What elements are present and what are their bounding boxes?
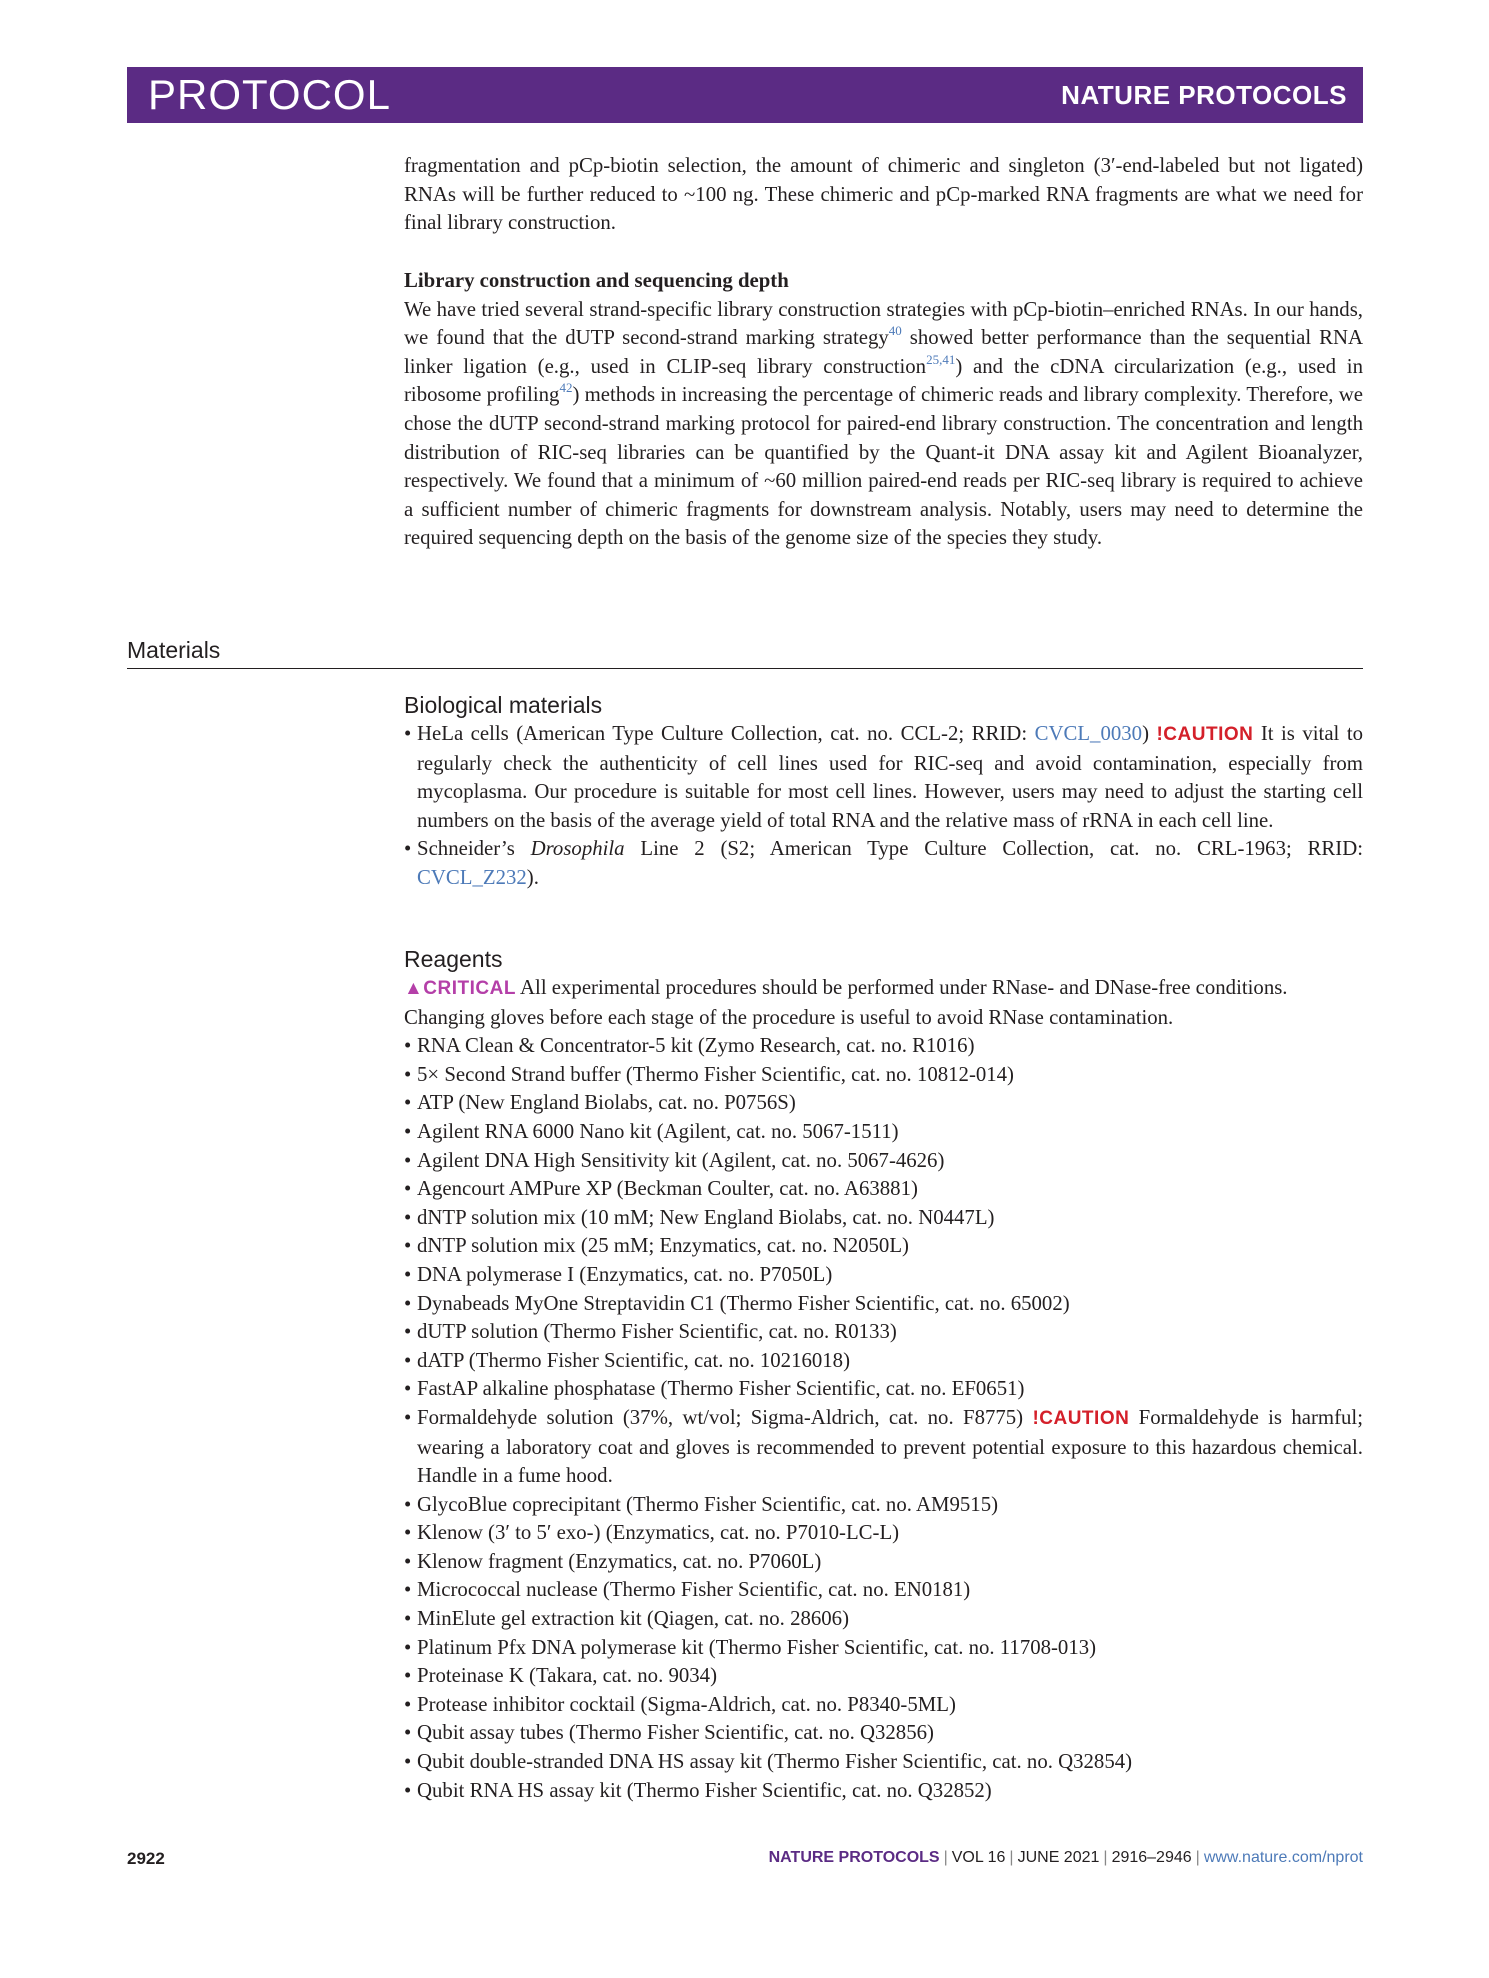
intro-paragraph: fragmentation and pCp-biotin selection, the amount of chimeric and singleton (3′-end-labeled but not ligated) RNAs will be further reduced to ~100 ng. These chimeric and pCp-marked RNA fragments are what we need for final library construction. — [404, 154, 1363, 235]
formaldehyde-caution-text: Formaldehyde is harmful; wearing a laboratory coat and gloves is recommended to prevent potential exposure to this hazardous chemical. Handle in a fume hood. — [417, 1405, 1363, 1488]
citation-40[interactable]: 40 — [888, 323, 902, 339]
reagents-heading: Reagents — [404, 946, 503, 972]
library-text-1: We have tried several strand-specific library construction strategies with pCp-biotin–enriched RNAs. In our hands, we found that the dUTP second-strand marking strategy — [404, 297, 1363, 350]
list-item — [404, 835, 1363, 892]
library-text-3: ) and the cDNA circularization (e.g., used in ribosome profiling — [404, 354, 1363, 407]
list-item: • 5× Second Strand buffer (Thermo Fisher Scientific, cat. no. 10812-014) — [404, 1061, 1363, 1090]
section-label: PROTOCOL — [148, 71, 391, 118]
list-item: • MinElute gel extraction kit (Qiagen, cat. no. 28606) — [404, 1605, 1363, 1634]
list-item: • dNTP solution mix (10 mM; New England Biolabs, cat. no. N0447L) — [404, 1204, 1363, 1233]
critical-text: All experimental procedures should be performed under RNase- and DNase-free conditions. Changing gloves before each stage of the procedure is useful to avoid RNase contamination. — [404, 976, 1288, 1029]
list-item: • Klenow (3′ to 5′ exo-) (Enzymatics, cat. no. P7010-LC-L) — [404, 1519, 1363, 1548]
footer-volume: VOL 16 — [951, 1849, 1006, 1866]
list-item: • Agilent DNA High Sensitivity kit (Agilent, cat. no. 5067-4626) — [404, 1147, 1363, 1176]
list-item: • Klenow fragment (Enzymatics, cat. no. P7060L) — [404, 1548, 1363, 1577]
reagents-section — [404, 944, 1363, 1805]
library-paragraph — [404, 296, 1363, 553]
journal-name: NATURE PROTOCOLS — [1061, 79, 1347, 110]
list-item: • DNA polymerase I (Enzymatics, cat. no. P7050L) — [404, 1261, 1363, 1290]
list-item: • dATP (Thermo Fisher Scientific, cat. no. 10216018) — [404, 1347, 1363, 1376]
footer-journal: NATURE PROTOCOLS — [768, 1849, 940, 1866]
intro-block — [404, 152, 1363, 238]
list-item: • Proteinase K (Takara, cat. no. 9034) — [404, 1662, 1363, 1691]
list-item: • Dynabeads MyOne Streptavidin C1 (Thermo Fisher Scientific, cat. no. 65002) — [404, 1290, 1363, 1319]
list-item: • Qubit double-stranded DNA HS assay kit (Thermo Fisher Scientific, cat. no. Q32854) — [404, 1748, 1363, 1777]
rrid-link-cvcl-z232[interactable]: CVCL_Z232 — [417, 865, 527, 889]
materials-heading: Materials — [127, 637, 1363, 669]
citation-25-41[interactable]: 25,41 — [926, 351, 956, 367]
list-item: • Platinum Pfx DNA polymerase kit (Thermo Fisher Scientific, cat. no. 11708-013) — [404, 1634, 1363, 1663]
caution-label: !CAUTION — [1032, 1407, 1130, 1429]
footer-url[interactable]: www.nature.com/nprot — [1203, 1849, 1363, 1866]
list-item: • Agilent RNA 6000 Nano kit (Agilent, cat. no. 5067-1511) — [404, 1118, 1363, 1147]
page-header — [127, 67, 1363, 123]
library-heading: Library construction and sequencing depth — [404, 269, 789, 292]
formaldehyde-text: Formaldehyde solution (37%, wt/vol; Sigma-Aldrich, cat. no. F8775) — [417, 1405, 1033, 1429]
library-text-2: showed better performance than the sequential RNA linker ligation (e.g., used in CLIP-seq library construction — [404, 326, 1363, 378]
list-item: • Qubit RNA HS assay kit (Thermo Fisher Scientific, cat. no. Q32852) — [404, 1777, 1363, 1806]
library-section — [404, 267, 1363, 553]
hela-caution-text: It is vital to regularly check the authenticity of cell lines used for RIC-seq and avoid contamination, especially from mycoplasma. Our procedure is suitable for most cell lines. However, users may need to adjust the starting cell numbers on the basis of the average yield of total RNA and the relative mass of rRNA in each cell line. — [417, 722, 1363, 832]
hela-text: HeLa cells (American Type Culture Collection, cat. no. CCL-2; RRID: — [417, 722, 1035, 745]
list-item: • FastAP alkaline phosphatase (Thermo Fisher Scientific, cat. no. EF0651) — [404, 1375, 1363, 1404]
list-item — [404, 720, 1363, 835]
list-item: • RNA Clean & Concentrator-5 kit (Zymo Research, cat. no. R1016) — [404, 1032, 1363, 1061]
list-item: • dNTP solution mix (25 mM; Enzymatics, cat. no. N2050L) — [404, 1232, 1363, 1261]
list-item: • GlycoBlue coprecipitant (Thermo Fisher Scientific, cat. no. AM9515) — [404, 1491, 1363, 1520]
critical-note — [404, 974, 1363, 1032]
list-item — [404, 1404, 1363, 1491]
list-item: • Agencourt AMPure XP (Beckman Coulter, cat. no. A63881) — [404, 1175, 1363, 1204]
biological-heading: Biological materials — [404, 692, 603, 718]
list-item: • Micrococcal nuclease (Thermo Fisher Scientific, cat. no. EN0181) — [404, 1576, 1363, 1605]
footer-date: JUNE 2021 — [1017, 1849, 1100, 1866]
reagent-list — [404, 1032, 1363, 1805]
s2-text: Schneider’s — [417, 837, 531, 861]
library-text-4: ) methods in increasing the percentage of chimeric reads and library complexity. Therefore, we chose the dUTP second-strand marking protocol for paired-end library construction. The concentration and length distribution of RIC-seq libraries can be quantified by the Quant-it DNA assay kit and Agilent Bioanalyzer, respectively. We found that a minimum of ~60 million paired-end reads per RIC-seq library is required to achieve a sufficient number of chimeric fragments for downstream analysis. Notably, users may need to determine the required sequencing depth on the basis of the genome size of the species they study. — [404, 383, 1363, 550]
critical-label: ▲CRITICAL — [404, 978, 516, 999]
rrid-link-cvcl-0030[interactable]: CVCL_0030 — [1034, 722, 1143, 745]
s2-species: Drosophila — [530, 837, 625, 861]
citation-42[interactable]: 42 — [559, 380, 573, 396]
footer-citation: NATURE PROTOCOLS | VOL 16 | JUNE 2021 | 2916–2946 | www.nature.com/nprot — [768, 1849, 1363, 1866]
list-item: • Protease inhibitor cocktail (Sigma-Aldrich, cat. no. P8340-5ML) — [404, 1691, 1363, 1720]
caution-label: !CAUTION — [1156, 724, 1254, 745]
page-number: 2922 — [127, 1849, 165, 1868]
biological-list — [404, 720, 1363, 893]
hela-text-close: ) — [1142, 722, 1157, 745]
footer-pages: 2916–2946 — [1111, 1849, 1192, 1866]
list-item: • ATP (New England Biolabs, cat. no. P0756S) — [404, 1089, 1363, 1118]
s2-text-close: ). — [526, 865, 539, 889]
s2-text-2: Line 2 (S2; American Type Culture Collection, cat. no. CRL-1963; RRID: — [624, 837, 1364, 861]
list-item: • Qubit assay tubes (Thermo Fisher Scientific, cat. no. Q32856) — [404, 1719, 1363, 1748]
biological-section — [404, 690, 1363, 893]
list-item: • dUTP solution (Thermo Fisher Scientific, cat. no. R0133) — [404, 1318, 1363, 1347]
